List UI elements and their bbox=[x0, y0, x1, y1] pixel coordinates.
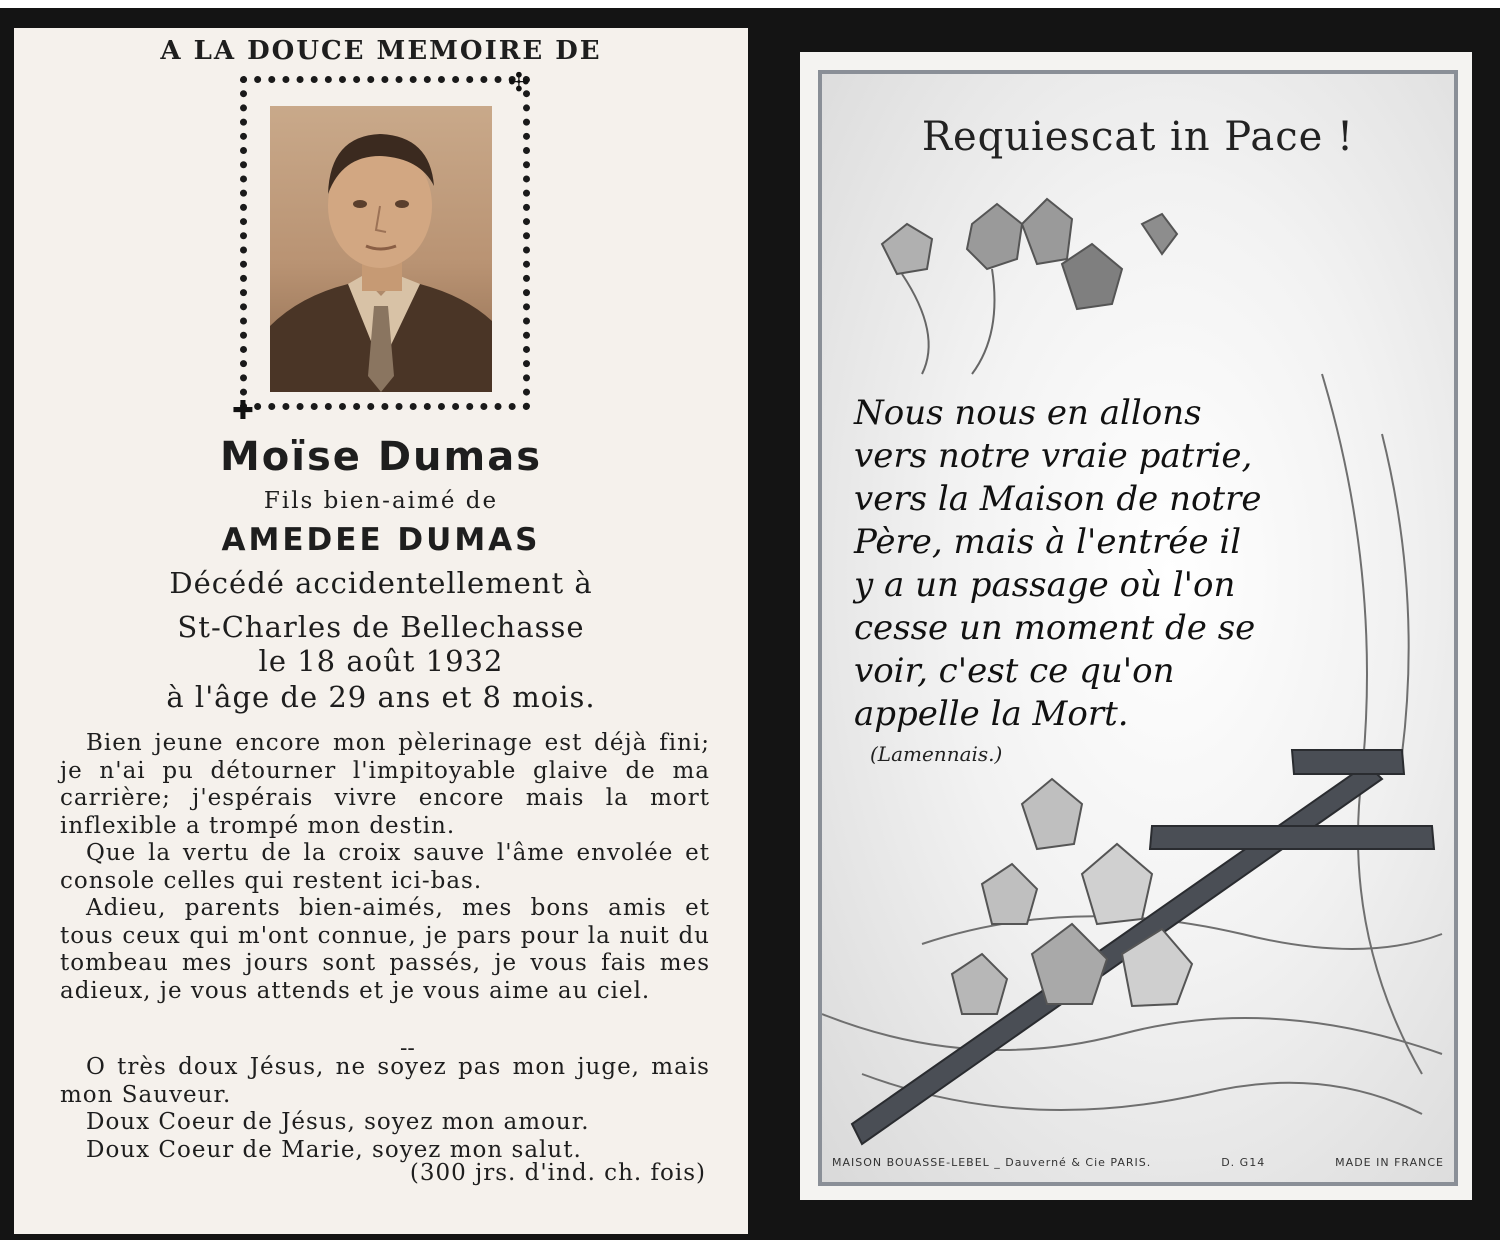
image-frame bbox=[818, 70, 1458, 1186]
quote-author: (Lamennais.) bbox=[870, 742, 1003, 766]
message-paragraph: Que la vertu de la croix sauve l'âme envolée et console celles qui restent ici-bas. bbox=[60, 840, 710, 894]
cross-ornament-icon: ✚ bbox=[232, 396, 254, 426]
memorial-card-front bbox=[14, 28, 748, 1234]
quote-line: y a un passage où l'on bbox=[854, 565, 1236, 605]
prayers bbox=[60, 1054, 710, 1164]
prayer-line: O très doux Jésus, ne soyez pas mon juge, mais mon Sauveur. bbox=[60, 1054, 710, 1108]
club-ornament-icon: ✣ bbox=[508, 68, 530, 98]
catalog-code: D. G14 bbox=[1221, 1156, 1266, 1169]
death-line: Décédé accidentellement à bbox=[169, 566, 593, 600]
death-place: St-Charles de Bellechasse bbox=[177, 610, 585, 644]
quote-line: Nous nous en allons bbox=[854, 393, 1202, 433]
age-at-death: à l'âge de 29 ans et 8 mois. bbox=[166, 680, 596, 714]
death-date: le 18 août 1932 bbox=[258, 644, 504, 678]
quote-line: cesse un moment de se bbox=[854, 608, 1256, 648]
farewell-message bbox=[60, 730, 710, 1005]
prayer-line: Doux Coeur de Marie, soyez mon salut. bbox=[86, 1136, 582, 1163]
message-paragraph: Bien jeune encore mon pèlerinage est déjà fini; je n'ai pu détourner l'impitoyable glaive de ma carrière; j'espérais vivre encore mais la mort inflexible a trompé mon destin. bbox=[60, 730, 710, 839]
quote-line: appelle la Mort. bbox=[854, 694, 1129, 734]
memorial-card-back bbox=[800, 52, 1472, 1200]
publisher-imprint bbox=[832, 1156, 1444, 1169]
relation-text: Fils bien-aimé de bbox=[263, 488, 499, 514]
quote-line: vers notre vraie patrie, bbox=[854, 436, 1253, 476]
memorial-heading: A LA DOUCE MEMOIRE DE bbox=[160, 36, 602, 66]
quote-line: vers la Maison de notre bbox=[854, 479, 1262, 519]
portrait-photo bbox=[270, 106, 492, 392]
publisher-name: MAISON BOUASSE-LEBEL _ Dauverné & Cie PARIS. bbox=[832, 1156, 1152, 1169]
requiescat-title: Requiescat in Pace ! bbox=[921, 114, 1355, 160]
indulgence-note: (300 jrs. d'ind. ch. fois) bbox=[409, 1160, 706, 1186]
prayer-line: Doux Coeur de Jésus, soyez mon amour. bbox=[86, 1109, 590, 1135]
parent-name: AMEDEE DUMAS bbox=[221, 522, 541, 558]
quote-line: Père, mais à l'entrée il bbox=[854, 522, 1242, 562]
lamennais-quote bbox=[854, 392, 1314, 736]
quote-line: voir, c'est ce qu'on bbox=[854, 651, 1175, 691]
origin-mark: MADE IN FRANCE bbox=[1335, 1156, 1444, 1169]
deceased-name: Moïse Dumas bbox=[219, 434, 543, 480]
separator: -- bbox=[400, 1036, 415, 1061]
message-paragraph: Adieu, parents bien-aimés, mes bons amis et tous ceux qui m'ont connue, je pars pour la nuit du tombeau mes jours sont passés, je vous fais mes adieux, je vous attends et je vous aime au ciel. bbox=[60, 895, 710, 1004]
